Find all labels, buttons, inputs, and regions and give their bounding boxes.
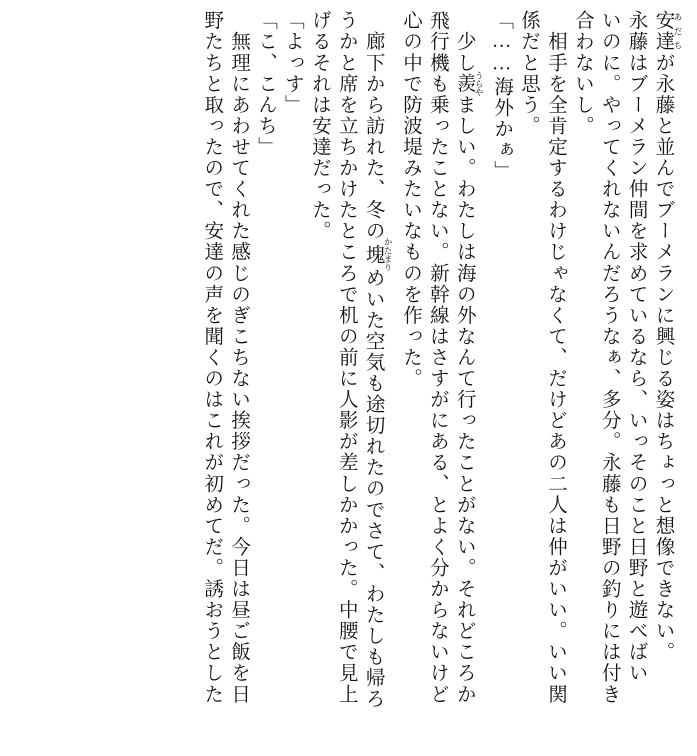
text-column: 「……海外かぁ」 (491, 10, 513, 182)
text-column: げるそれは安達だった。 (308, 10, 330, 242)
ruby-annotation: 塊 かたまり (362, 237, 394, 272)
text-column: 無理にあわせてくれた感じのぎこちない挨拶だった。今日は昼ご飯を日 (228, 10, 250, 705)
text-column: 永藤はブーメラン仲間を求めているなら、いっそのこと日野と遊べばい (625, 10, 647, 684)
ruby-annotation: 安達 あだち (652, 10, 683, 53)
text-column: 野たちと取ったので、安達の声を聞くのはこれが初めてだ。誘おうとした (201, 10, 223, 705)
text-column: いのに。やってくれないんだろうなぁ、多分。永藤も日野の釣りには付き (598, 10, 620, 705)
ruby-annotation: 羨 うらや (453, 70, 485, 97)
text-column: 係だと思う。 (518, 10, 540, 137)
text-column: 「よっす」 (281, 10, 303, 116)
text-column: 合わないし。 (571, 10, 593, 137)
text-column: 廊下から訪れた、冬の塊 かたまりめいた空気も途切れたのでさて、わたしも帰ろ (362, 10, 394, 710)
text-column: 「こ、こんち」 (255, 10, 277, 158)
text-column: 飛行機も乗ったことない。新幹線はさすがにある、とよく分からないけど (426, 10, 448, 705)
text-column: 心の中で防波堤みたいなものを作った。 (399, 10, 421, 389)
text-column: うかと席を立ちかけたところで机の前に人影が差しかかった。中腰で見上 (335, 10, 357, 705)
text-column: 少し羨 うらやましい。わたしは海の外なんて行ったことがない。それどころか (453, 10, 485, 705)
text-column: 安達 あだちが永藤と並んでブーメランに興じる姿はちょっと想像できない。 (652, 10, 683, 663)
text-column: 相手を全肯定するわけじゃなくて、だけどあの二人は仲がいい。いい関 (544, 10, 566, 705)
